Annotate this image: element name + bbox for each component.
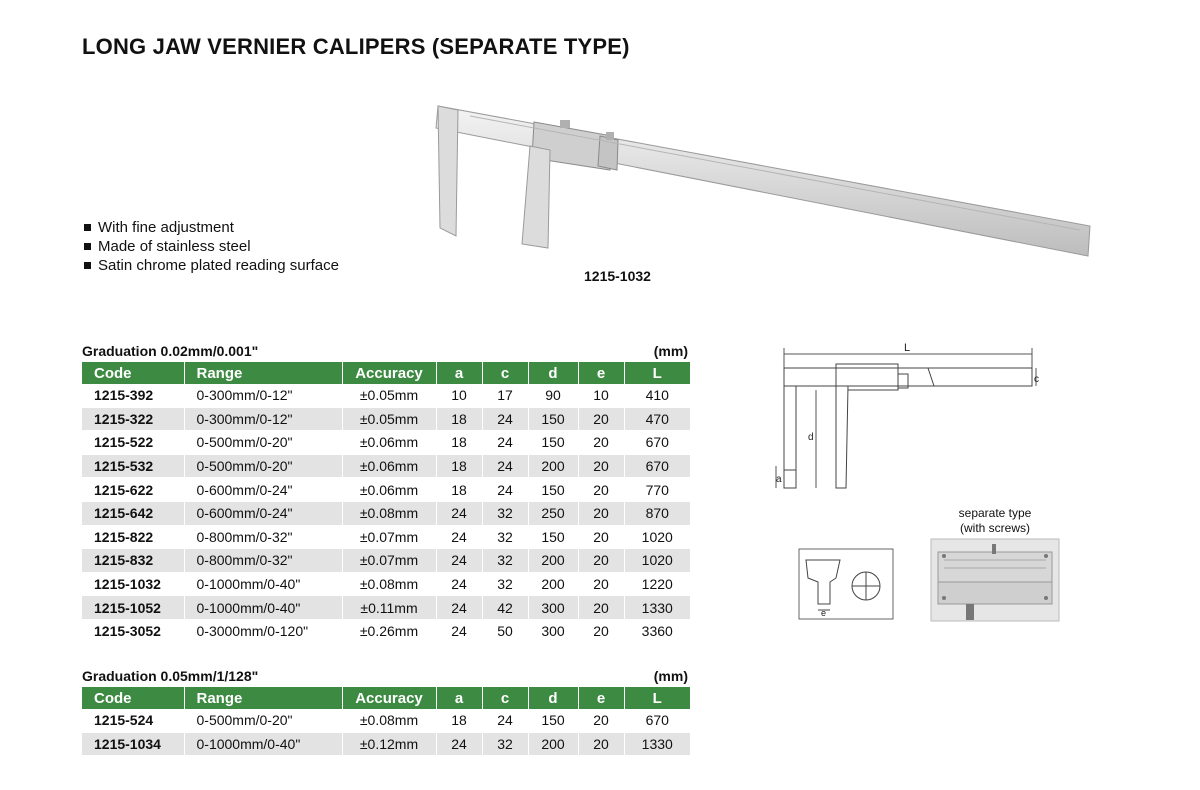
cell-d: 150 [528,525,578,549]
cell-d: 300 [528,596,578,620]
column-header-e: e [578,362,624,384]
feature-item: With fine adjustment [84,218,339,237]
cell-l: 670 [645,434,669,451]
spec-table [82,687,690,756]
column-header-l: L [652,364,662,382]
cell-a: 18 [436,431,482,455]
cell-e: 20 [578,549,624,573]
cell-l: 670 [645,712,669,729]
cell-code: 1215-832 [82,549,184,573]
cell-l: 1330 [641,735,673,752]
cell-e: 20 [578,478,624,502]
cell-c: 32 [482,549,528,573]
spec-table-1 [82,342,690,644]
cell-accuracy: ±0.08mm [342,709,436,732]
cell-e: 20 [578,525,624,549]
column-header-d: d [528,362,578,384]
cell-d: 150 [528,431,578,455]
graduation-label: Graduation 0.05mm/1/128" [82,668,259,684]
cell-e: 20 [578,709,624,732]
cell-range: 0-800mm/0-32" [184,549,342,573]
table-row [82,501,690,525]
cell-e: 20 [578,431,624,455]
spec-table-2 [82,667,690,756]
cell-range: 0-3000mm/0-120" [184,619,342,643]
cell-l: 870 [645,505,669,522]
dimension-diagram [770,340,1050,500]
cell-c: 50 [482,619,528,643]
cell-accuracy: ±0.06mm [342,478,436,502]
cell-accuracy: ±0.08mm [342,501,436,525]
cell-accuracy: ±0.08mm [342,572,436,596]
cell-accuracy: ±0.05mm [342,384,436,407]
cell-c: 32 [482,525,528,549]
cell-l: 1020 [641,528,673,545]
cell-e: 20 [578,572,624,596]
column-header-range: Range [184,687,342,709]
column-header-code: Code [82,362,184,384]
cell-code: 1215-3052 [82,619,184,643]
cell-l: 670 [645,458,669,475]
dim-label-c: c [1034,374,1039,385]
cell-c: 32 [482,572,528,596]
cell-a: 10 [436,384,482,407]
cell-c: 24 [482,454,528,478]
table-row [82,549,690,573]
cell-range: 0-1000mm/0-40" [184,596,342,620]
cell-a: 24 [436,572,482,596]
cell-d: 300 [528,619,578,643]
cell-code: 1215-322 [82,407,184,431]
cell-code: 1215-532 [82,454,184,478]
cell-e: 20 [578,454,624,478]
column-header-e: e [578,687,624,709]
table-row [82,407,690,431]
feature-item: Made of stainless steel [84,237,339,256]
cell-d: 200 [528,572,578,596]
cell-range: 0-800mm/0-32" [184,525,342,549]
column-header-accuracy: Accuracy [342,362,436,384]
caliper-photo [430,98,1095,258]
cell-a: 24 [436,525,482,549]
table-row [82,596,690,620]
cell-accuracy: ±0.12mm [342,732,436,756]
table-row [82,478,690,502]
cell-accuracy: ±0.26mm [342,619,436,643]
cell-range: 0-500mm/0-20" [184,709,342,732]
table-row [82,572,690,596]
cell-l: 1330 [641,599,673,616]
cell-range: 0-500mm/0-20" [184,454,342,478]
cell-c: 17 [482,384,528,407]
cell-a: 18 [436,709,482,732]
cell-range: 0-300mm/0-12" [184,407,342,431]
cell-d: 90 [528,384,578,407]
cell-d: 250 [528,501,578,525]
separate-type-label: separate type [958,506,1032,520]
feature-item: Satin chrome plated reading surface [84,256,339,275]
column-header-l: L [652,689,662,707]
dim-label-L: L [904,342,911,354]
cell-range: 0-600mm/0-24" [184,478,342,502]
column-header-a: a [436,362,482,384]
cell-a: 18 [436,454,482,478]
cell-a: 18 [436,478,482,502]
cell-d: 150 [528,407,578,431]
dim-label-a: a [776,474,782,485]
cell-a: 24 [436,596,482,620]
column-header-c: c [482,362,528,384]
cell-l: 470 [645,410,669,427]
cell-range: 0-600mm/0-24" [184,501,342,525]
column-header-c: c [482,687,528,709]
spec-table [82,362,690,644]
with-screws-label: (with screws) [959,521,1030,535]
cell-accuracy: ±0.07mm [342,549,436,573]
photo-model-caption: 1215-1032 [584,268,651,284]
cell-code: 1215-524 [82,709,184,732]
cell-e: 20 [578,596,624,620]
separate-type-caption [930,506,1060,536]
cell-e: 20 [578,407,624,431]
cell-code: 1215-1034 [82,732,184,756]
cell-range: 0-1000mm/0-40" [184,732,342,756]
cell-d: 150 [528,478,578,502]
column-header-a: a [436,687,482,709]
table-row [82,709,690,732]
cell-c: 24 [482,431,528,455]
cell-e: 20 [578,619,624,643]
column-header-code: Code [82,687,184,709]
page-title: LONG JAW VERNIER CALIPERS (SEPARATE TYPE) [82,34,630,59]
dim-label-d: d [808,432,814,443]
table-row [82,619,690,643]
cell-l: 3360 [641,623,673,640]
table-row [82,454,690,478]
cell-accuracy: ±0.06mm [342,454,436,478]
cell-range: 0-300mm/0-12" [184,384,342,407]
cell-d: 200 [528,732,578,756]
unit-label: (mm) [653,343,688,359]
cell-accuracy: ±0.06mm [342,431,436,455]
cell-c: 24 [482,478,528,502]
table-row [82,431,690,455]
column-header-d: d [528,687,578,709]
cell-range: 0-1000mm/0-40" [184,572,342,596]
cell-a: 18 [436,407,482,431]
cell-d: 200 [528,454,578,478]
cell-a: 24 [436,549,482,573]
cell-e: 20 [578,501,624,525]
cell-e: 20 [578,732,624,756]
cell-c: 24 [482,407,528,431]
cell-accuracy: ±0.07mm [342,525,436,549]
table-row [82,525,690,549]
cell-range: 0-500mm/0-20" [184,431,342,455]
cell-code: 1215-622 [82,478,184,502]
graduation-label: Graduation 0.02mm/0.001" [82,343,259,359]
dim-label-e: e [821,608,827,618]
cell-l: 1220 [641,576,673,593]
cell-a: 24 [436,732,482,756]
separate-type-photo [930,538,1060,622]
unit-label: (mm) [653,668,688,684]
cell-c: 24 [482,709,528,732]
cell-d: 200 [528,549,578,573]
cell-code: 1215-522 [82,431,184,455]
cell-c: 32 [482,501,528,525]
cell-accuracy: ±0.11mm [342,596,436,620]
cell-code: 1215-392 [82,384,184,407]
cell-code: 1215-1032 [82,572,184,596]
cell-d: 150 [528,709,578,732]
cell-e: 10 [578,384,624,407]
cell-l: 1020 [641,552,673,569]
cell-c: 32 [482,732,528,756]
cell-accuracy: ±0.05mm [342,407,436,431]
table-row [82,384,690,407]
jaw-section-detail [798,548,894,620]
cell-c: 42 [482,596,528,620]
column-header-accuracy: Accuracy [342,687,436,709]
cell-a: 24 [436,501,482,525]
cell-l: 410 [645,387,669,404]
cell-code: 1215-1052 [82,596,184,620]
cell-a: 24 [436,619,482,643]
cell-l: 770 [645,481,669,498]
cell-code: 1215-642 [82,501,184,525]
column-header-range: Range [184,362,342,384]
table-row [82,732,690,756]
feature-list [84,218,339,275]
cell-code: 1215-822 [82,525,184,549]
